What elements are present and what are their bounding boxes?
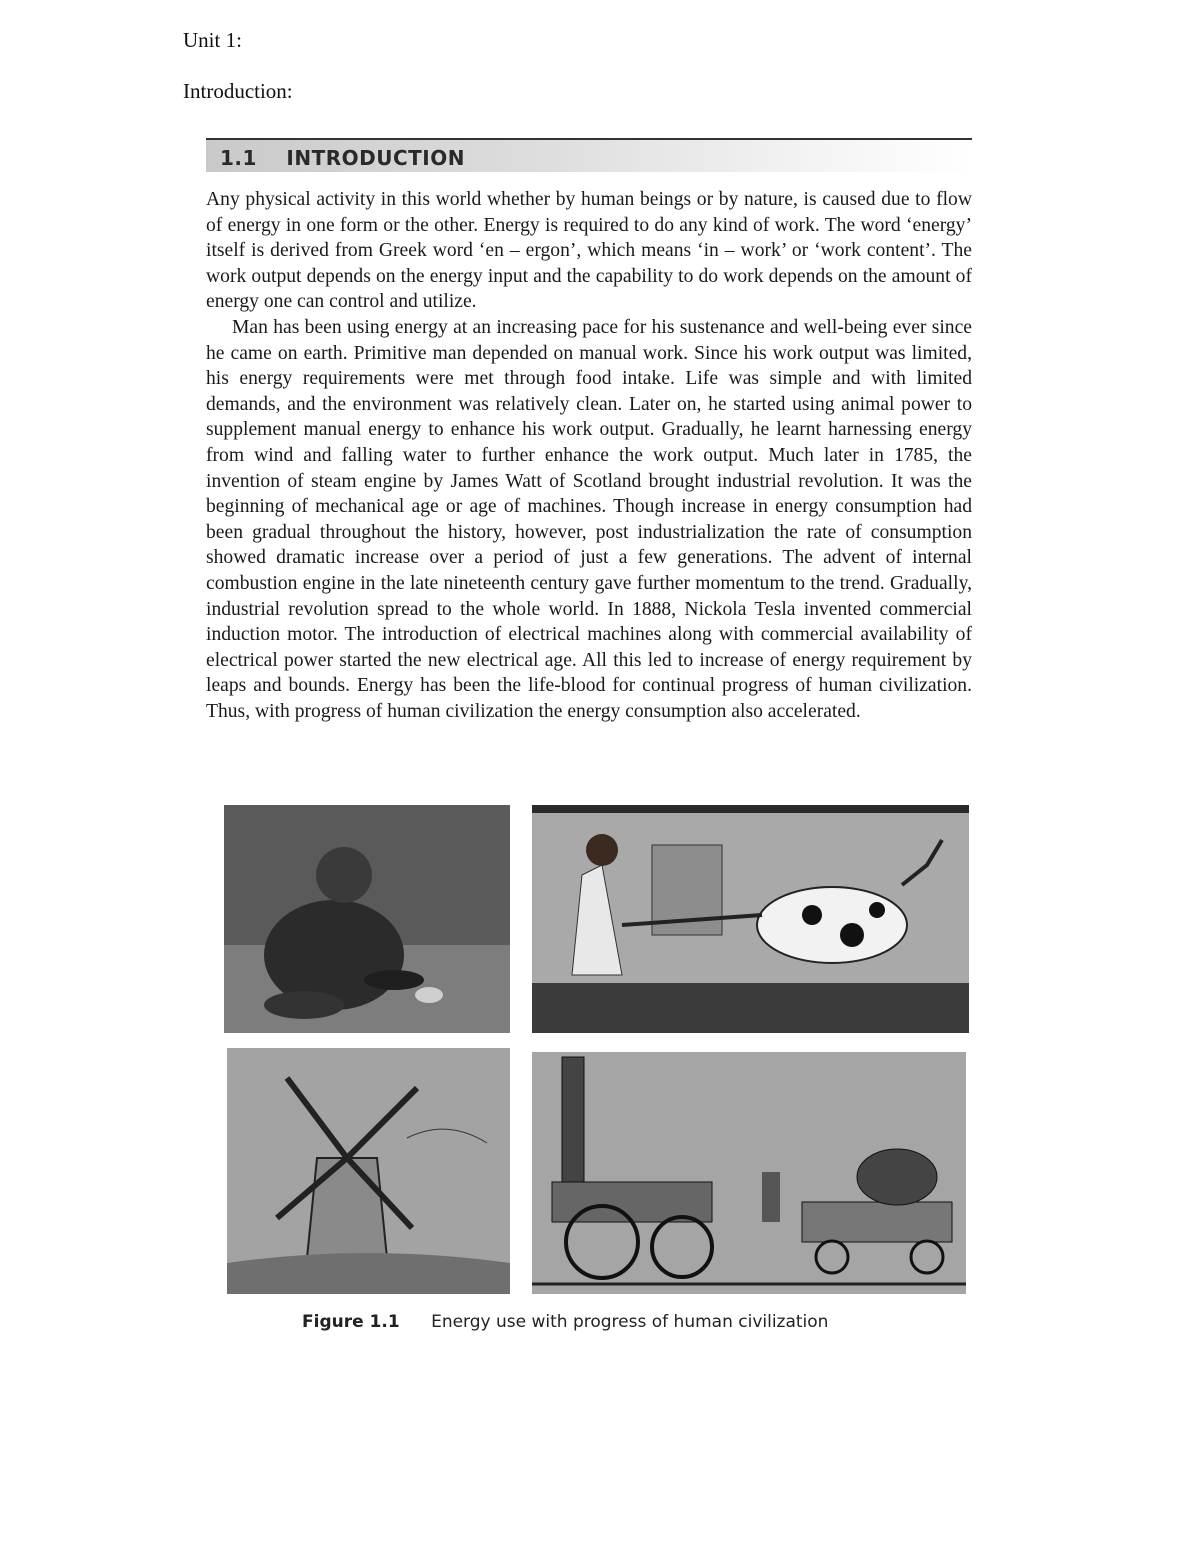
figure-caption-text: Energy use with progress of human civilization [431, 1312, 829, 1332]
unit-heading: Unit 1: [183, 28, 242, 52]
windmill-image [227, 1048, 510, 1294]
section-number: 1.1 [220, 146, 257, 170]
ox-plough-image [532, 805, 969, 1033]
figure-caption [302, 1312, 828, 1332]
introduction-heading: Introduction: [183, 79, 293, 103]
primitive-man-image [224, 805, 510, 1033]
body-text [206, 187, 972, 724]
steam-locomotive-image [532, 1052, 966, 1294]
section-title: INTRODUCTION [286, 146, 465, 170]
section-header [206, 138, 972, 172]
paragraph-2: Man has been using energy at an increasing pace for his sustenance and well-being ever since he came on earth. Primitive man depended on manual work. Since his work output was limited, his energy requirements were met through food intake. Life was simple and with limited demands, and the environment was relatively clean. Later on, he started using animal power to supplement manual energy to enhance his work output. Gradually, he learnt harnessing energy from wind and falling water to further enhance the work output. Much later in 1785, the invention of steam engine by James Watt of Scotland brought industrial revolution. It was the beginning of mechanical age or age of machines. Though increase in energy consumption had been gradual throughout the history, however, post industrialization the rate of consumption showed dramatic increase over a period of just a few generations. The advent of internal combustion engine in the late nineteenth century gave further momentum to the trend. Gradually, industrial revolution spread to the whole world. In 1888, Nickola Tesla invented commercial induction motor. The introduction of electrical machines along with commercial availability of electrical power started the new electrical age. All this led to increase of energy requirement by leaps and bounds. Energy has been the life-blood for continual progress of human civilization. Thus, with progress of human civilization the energy consumption also accelerated. [206, 316, 972, 722]
figure-label: Figure 1.1 [302, 1312, 400, 1332]
paragraph-1: Any physical activity in this world whether by human beings or by nature, is caused due to flow of energy in one form or the other. Energy is required to do any kind of work. The word ‘energy’ itself is derived from Greek word ‘en – ergon’, which means ‘in – work’ or ‘work content’. The work output depends on the energy input and the capability to do work depends on the amount of energy one can control and utilize. [206, 189, 972, 313]
